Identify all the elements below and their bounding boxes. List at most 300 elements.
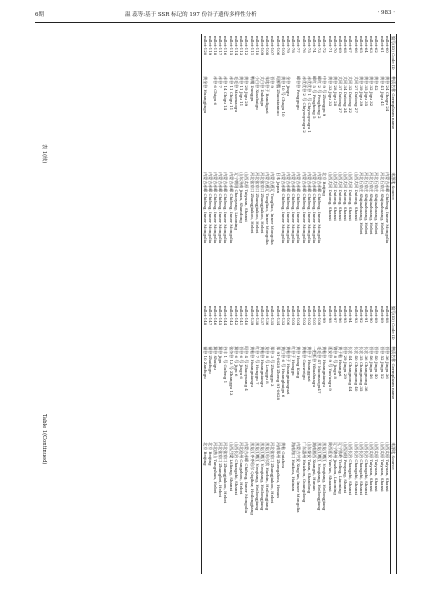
table-row xyxy=(291,34,296,304)
cell-name: 赤优优谷 1 号 Chiyouyougu 1 xyxy=(306,76,312,133)
table-row xyxy=(218,304,223,574)
cell-source: 山东泰安 Taian, Shandong xyxy=(306,442,312,494)
cell-source: 山西太原 Taiyuan, Shanxi xyxy=(374,442,380,492)
table-row xyxy=(229,304,234,574)
cell-source: 内蒙古赤峰 Chifeng, Inner Mongolia xyxy=(384,172,390,244)
cell-name: 中谷 9 号 Zhonggu 9 xyxy=(322,76,328,117)
cell-name: 黄谷子 Huangguzi xyxy=(306,346,312,382)
cell-code: mllet-106 xyxy=(285,306,291,326)
cell-source: 内蒙古赤峰 Chifeng, Inner Mongolia xyxy=(311,172,317,244)
cell-source: 黑龙江嫩江 Nenjiang, Heilongjiang xyxy=(254,442,260,511)
cell-name: 郑谷 3 号 Zhenggu 3 xyxy=(270,346,276,387)
cell-code: mllet-72 xyxy=(322,36,328,53)
cell-name: 福谷 Zhaifugu xyxy=(207,346,213,374)
table-body-left xyxy=(202,34,390,304)
cell-code: mllet-73 xyxy=(317,36,323,53)
cell-code: mllet-66 xyxy=(353,36,359,53)
table-row xyxy=(369,34,374,304)
cell-name: 峰红 5 号 Fenghong 5 xyxy=(311,76,317,119)
cell-name: 长农 36 Changnong 36 xyxy=(363,346,369,392)
cell-source: 内蒙古兴安 Xing'an, Inner Mongolia xyxy=(296,442,302,513)
cell-source: 山西汾阳 Fenyang, Shanxi xyxy=(343,442,349,494)
table-row xyxy=(374,34,379,304)
cell-source: 黑龙江嫩江 Nenjiang, Heilongjiang xyxy=(259,442,265,511)
cell-name: 冀谷 6 号 Jigu 6 xyxy=(233,346,239,377)
cell-name: 黄谷 29 Jigu 29 xyxy=(244,76,250,107)
cell-name: 长农 44 Changnong 44 xyxy=(348,346,354,392)
table-row xyxy=(307,304,312,574)
cell-code: mllet-93 xyxy=(353,306,359,323)
table-row xyxy=(281,304,286,574)
table-row xyxy=(296,304,301,574)
cell-code: mllet-106 xyxy=(275,36,281,56)
cell-code: mllet-136 xyxy=(265,306,271,326)
cell-source: 山西大同 Datong, Shanxi xyxy=(327,172,333,221)
cell-name: 晋谷 46 Jingu 46 xyxy=(369,346,375,379)
cell-source: 北京 Beijing xyxy=(202,442,208,466)
cell-name: 昭鲜糯 Zhaoxiannuo xyxy=(275,76,281,116)
cell-code: mllet-118 xyxy=(213,36,219,56)
cell-source: 内蒙古赤峰 Chifeng, Inner Mongolia xyxy=(228,172,234,244)
table-row xyxy=(229,34,234,304)
header-rule xyxy=(35,22,395,23)
cell-source: 河北石家庄 Shijiazhuang, Hebei xyxy=(363,172,369,235)
table-row xyxy=(270,304,275,574)
cell-code: mllet-109 xyxy=(259,36,265,56)
cell-name: 龙谷 8 号 Longgu 8 xyxy=(265,346,271,384)
cell-name: 晋谷 40 Jingu 40 xyxy=(374,346,380,379)
table-row xyxy=(213,34,218,304)
cell-name: 晋谷 36 Jingu 36 xyxy=(384,346,390,379)
cell-code: mllet-107 xyxy=(270,36,276,56)
table-row xyxy=(317,34,322,304)
cell-source: 河北张家口 Zhangjiakou, Hebei xyxy=(270,442,276,504)
cell-name: 大同 27 Datong 27 xyxy=(353,76,359,113)
cell-code: mllet-116 xyxy=(223,36,229,56)
cell-source: 内蒙古赤峰 Chifeng, Inner Mongolia xyxy=(280,172,286,244)
cell-code: mllet-133 xyxy=(280,306,286,326)
cell-source: 辽宁铁岭 Tieling, Liaoning xyxy=(337,442,343,494)
cell-source: 山西大同 Datong, Shanxi xyxy=(337,172,343,221)
rotated-table-page xyxy=(37,34,397,574)
cell-name: 红谷 7 号 Honggu 7 xyxy=(254,346,260,385)
cell-source: 广东惠州 Huizhou, Guangdong xyxy=(301,442,307,503)
cell-name: 晋谷 29 Jingu 29 xyxy=(343,346,349,379)
cell-source: 北京 Beijing xyxy=(207,442,213,466)
cell-source: 河北张家口 Zhangbei, Hebei xyxy=(218,442,224,498)
table-row xyxy=(307,34,312,304)
table-row xyxy=(239,304,244,574)
cell-source: 辽宁朝阳 Chaoyang, Liaoning xyxy=(233,172,239,230)
cell-code: mllet-104 xyxy=(296,306,302,326)
column-header-code: 编号(ID) Code ID xyxy=(391,306,396,340)
table-row xyxy=(353,304,358,574)
table-row xyxy=(317,304,322,574)
cell-code: mllet-102 xyxy=(306,306,312,326)
column-header-code: 编号(ID) Code ID xyxy=(391,36,396,70)
cell-code: mllet-63 xyxy=(369,36,375,53)
cell-name: 峰红 2 号 Fenghong 2 xyxy=(317,76,323,119)
table-row xyxy=(286,34,291,304)
cell-source: 黄粘 Guizhou xyxy=(280,442,286,469)
table-row xyxy=(260,304,265,574)
cell-source: 河北石家庄 Shijiazhuang, Hebei xyxy=(369,172,375,235)
cell-code: mllet-64 xyxy=(363,36,369,53)
cell-source: 内蒙古赤峰 Chifeng, Inner Mongolia xyxy=(296,172,302,244)
column-header-source: 来源地 Source xyxy=(391,442,396,470)
cell-source: 河北张家口 Zhangjiakou, Hebei xyxy=(249,172,255,234)
cell-code: mllet-111 xyxy=(249,36,255,56)
cell-name: 鸭嘴 Dunggu xyxy=(249,76,255,102)
cell-code: mllet-119 xyxy=(207,36,213,56)
cell-code: mllet-79 xyxy=(285,36,291,53)
cell-source: 内蒙古通辽 Tongliao, Inner Mongolia xyxy=(265,172,271,245)
cell-code: mllet-74 xyxy=(311,36,317,53)
cell-source: 山西长治 Changzhi, Shanxi xyxy=(233,442,239,495)
cell-name: 黄谷 41 Jigu 41 xyxy=(379,76,385,107)
cell-name: 赤谷 11 Chigu 11 xyxy=(228,76,234,111)
cell-code: mllet-60 xyxy=(384,36,390,53)
cell-code: mllet-143 xyxy=(228,306,234,326)
cell-name: 晋谷 52 Jingu 52 xyxy=(379,346,385,379)
cell-source: 黑龙江嫩江 Nenjiang, Heilongjiang xyxy=(322,442,328,511)
cell-code: mllet-140 xyxy=(244,306,250,326)
page-header xyxy=(35,10,395,20)
cell-code: mllet-146 xyxy=(213,306,219,326)
cell-code: mllet-78 xyxy=(291,36,297,53)
cell-code: mllet-120 xyxy=(202,36,208,56)
cell-source: 山西长治 Changzhi, Shanxi xyxy=(358,442,364,495)
cell-source: 河北石家庄 Shijiazhuang, Hebei xyxy=(358,172,364,235)
cell-name: 黄谷 35 Jigu 35 xyxy=(363,76,369,107)
cell-source: 海南海口 Haikou, Hainan xyxy=(291,442,297,492)
table-row xyxy=(343,304,348,574)
cell-source: 山西太原 Taiyuan, Shanxi xyxy=(384,442,390,492)
cell-code: mllet-117 xyxy=(218,36,224,56)
cell-code: mllet-89 xyxy=(374,306,380,323)
table-row xyxy=(270,34,275,304)
table-row xyxy=(322,34,327,304)
cell-code: mllet-147 xyxy=(207,306,213,326)
cell-name: 大同 32 Datong 32 xyxy=(348,76,354,113)
cell-code: mllet-134 xyxy=(275,306,281,326)
cell-name: 大白谷 Dabaigu xyxy=(259,76,265,107)
cell-code: mllet-96 xyxy=(337,306,343,323)
table-row xyxy=(208,34,213,304)
cell-name: 黄白谷 6 号 Huangbaigu 6 xyxy=(280,346,286,398)
table-row xyxy=(260,34,265,304)
table-row xyxy=(234,304,239,574)
cell-name: 冀谷 Shuigu xyxy=(213,346,219,370)
cell-source: 山西长治 Changzhi, Shanxi xyxy=(353,442,359,495)
cell-name: 黄粘谷子 Huangnianguzi xyxy=(285,346,291,395)
cell-name: 一把抓谷 Yibazhuagu xyxy=(311,346,317,388)
table-row xyxy=(218,34,223,304)
cell-source: 湖南湘西 Xiangxi, Hunan xyxy=(311,442,317,491)
cell-source: 北京 Beijing xyxy=(322,172,328,196)
table-row xyxy=(255,304,260,574)
table-row xyxy=(312,304,317,574)
cell-name: 谷丰 1 号 Gufeng 1 xyxy=(223,346,229,384)
table-row xyxy=(359,34,364,304)
cell-name: 黄谷 24 Chagu 24 xyxy=(384,76,390,112)
cell-code: mllet-88 xyxy=(384,306,390,323)
cell-source: 内蒙古赤峰 Chifeng, Inner Mongolia xyxy=(317,172,323,244)
cell-code: mllet-110 xyxy=(254,36,260,56)
table-row xyxy=(374,304,379,574)
cell-name: 小白谷 Xiaobaigu xyxy=(254,76,260,110)
cell-code: mllet-105 xyxy=(291,306,297,326)
cell-name: 冀谷 Jigu xyxy=(218,346,224,364)
cell-code: mllet-138 xyxy=(254,306,260,326)
table-right-half xyxy=(37,304,397,574)
cell-name: 赤谷 14 Chigu 14 xyxy=(223,76,229,111)
cell-code: mllet-90 xyxy=(369,306,375,323)
table-body-right xyxy=(202,304,390,574)
cell-name: 福谷 10 Zanfugu xyxy=(202,346,208,379)
cell-name: 黄粘谷 Huangniangu xyxy=(259,346,265,387)
cell-name: 晋谷 6 号 Jingu 6 xyxy=(239,346,245,379)
cell-code: mllet-61 xyxy=(379,36,385,53)
cell-name: 黄谷 Hong Kong xyxy=(296,346,302,379)
cell-code: mllet-76 xyxy=(301,36,307,53)
column-header-name: 种质名称 Germplasm name xyxy=(391,76,396,130)
cell-name: 黄子粘 Huangzi xyxy=(337,346,343,377)
running-title: 温 蕊等:基于 SSR 标记的 197 份谷子遗传多样性分析 xyxy=(125,12,257,18)
cell-code: mllet-67 xyxy=(348,36,354,53)
table-row xyxy=(213,304,218,574)
cell-name: 黄谷 11 Jigu 11 xyxy=(239,76,245,107)
cell-source: 内蒙古赤峰 Chifeng, Inner Mongolia xyxy=(218,172,224,244)
germplasm-table-right xyxy=(201,304,397,574)
table-row xyxy=(327,304,332,574)
cell-name: 毛毛谷 47 Maomaogu47 xyxy=(317,346,323,394)
table-row xyxy=(379,34,384,304)
cell-code: mllet-112 xyxy=(244,36,250,56)
table-row xyxy=(202,34,208,304)
cell-code: mllet-68 xyxy=(343,36,349,53)
cell-name: 黄粘谷 Huangniangu xyxy=(322,346,328,387)
table-caption-en: Table 1(Continued) xyxy=(41,414,47,465)
table-left-half xyxy=(37,34,397,304)
cell-name: 黄谷 32 Jigu 32 xyxy=(369,76,375,107)
cell-code: mllet-113 xyxy=(239,36,245,56)
cell-code: mllet-144 xyxy=(223,306,229,326)
table-row xyxy=(255,34,260,304)
cell-code: mllet-148 xyxy=(202,306,208,326)
cell-code: mllet-101 xyxy=(311,306,317,326)
cell-name: 黄粘谷 Gaoweigu xyxy=(301,346,307,380)
cell-name: 朱地谷子 Bandigazi xyxy=(265,76,271,114)
table-row xyxy=(249,304,254,574)
table-header-row xyxy=(390,34,396,304)
column-header-name: 种质名称 Germplasm name xyxy=(391,346,396,400)
cell-code: mllet-100 xyxy=(317,306,323,326)
cell-code: mllet-105 xyxy=(280,36,286,56)
cell-name: 金谷 Jingu xyxy=(285,76,291,97)
cell-code: mllet-95 xyxy=(343,306,349,323)
table-row xyxy=(359,304,364,574)
table-row xyxy=(286,304,291,574)
table-row xyxy=(385,304,391,574)
table-row xyxy=(281,34,286,304)
cell-name: 黄谷 39 Jigu 39 xyxy=(358,76,364,107)
cell-code: mllet-70 xyxy=(332,36,338,53)
cell-source: 河北石家庄 Shijiazhuang, Hebei xyxy=(379,172,385,235)
cell-code: mllet-77 xyxy=(296,36,302,53)
table-row xyxy=(244,304,249,574)
cell-name: 晋谷 9 xyxy=(270,76,276,88)
cell-source: 山西大同 Datong, Shanxi xyxy=(348,172,354,221)
table-row xyxy=(338,34,343,304)
cell-code: mllet-91 xyxy=(363,306,369,323)
cell-source: 河北张家口 Zhangjiakou, Hebei xyxy=(254,172,260,234)
cell-code: mllet-62 xyxy=(374,36,380,53)
cell-source: 内蒙古赤峰 Chifeng, Inner Mongolia xyxy=(223,172,229,244)
cell-code: mllet-135 xyxy=(270,306,276,326)
cell-code: mllet-65 xyxy=(358,36,364,53)
cell-name: 长农 40 Changnong 40 xyxy=(353,346,359,392)
cell-code: mllet-145 xyxy=(218,306,224,326)
cell-code: mllet-137 xyxy=(259,306,265,326)
cell-name: 黄谷 10 号 Chagu 10 xyxy=(280,76,286,117)
cell-source: 河南郑州 Zhengzhou, Henan xyxy=(275,442,281,498)
cell-source: 河北张家口 Zhangjiakou, Hebei xyxy=(259,172,265,234)
cell-code: mllet-139 xyxy=(249,306,255,326)
germplasm-table-left xyxy=(201,34,397,304)
cell-name: 峰谷谷 Fenggugu xyxy=(296,76,302,110)
cell-source: 山西太原 Taiyuan, Shanxi xyxy=(244,172,250,222)
cell-source: 山西长治 Changzhi, Shanxi xyxy=(363,442,369,495)
cell-source: 山西太原 Taiyuan, Shanxi xyxy=(379,442,385,492)
cell-code: mllet-92 xyxy=(358,306,364,323)
cell-name: 大同 37 Datong 37 xyxy=(337,76,343,113)
cell-source: 内蒙古赤峰 Chifeng, Inner Mongolia xyxy=(301,172,307,244)
cell-name: 红谷子 Honggu xyxy=(291,346,297,376)
cell-source: 黑龙江嫩江 Nenjiang, Heilongjiang xyxy=(317,442,323,511)
cell-source: 河北石家庄 Shijiazhuang, Hebei xyxy=(374,172,380,235)
table-row xyxy=(301,34,306,304)
cell-name: 郑 91-0628 Zheng 91-0628 xyxy=(275,346,281,401)
cell-source: 内蒙古赤峰 Chifeng, Inner Mongolia xyxy=(244,442,250,514)
cell-name: 毛毛谷 Maomaogu xyxy=(233,76,239,113)
table-row xyxy=(333,34,338,304)
cell-code: mllet-97 xyxy=(332,306,338,323)
cell-source: 内蒙古通辽 Tongliao, Inner Mongolia xyxy=(270,172,276,245)
table-row xyxy=(208,304,213,574)
cell-name: 锦谷 8 号 Jingu 8 xyxy=(332,346,338,379)
cell-name: 张杂谷 13 号 Zhanggu 13 xyxy=(228,346,234,396)
cell-source: 河北张家口 Zhangjiakou, Hebei xyxy=(223,442,229,504)
table-row xyxy=(223,304,228,574)
table-row xyxy=(234,34,239,304)
cell-name: 赤谷 6 Chigu 6 xyxy=(213,76,219,106)
table-row xyxy=(202,304,208,574)
table-row xyxy=(275,34,280,304)
table-row xyxy=(312,34,317,304)
cell-source: 日本 Japan xyxy=(275,172,281,194)
cell-name: 延安谷 9 号 Yan'angu 9 xyxy=(327,346,333,391)
cell-source: 内蒙古赤峰 Chifeng, Inner Mongolia xyxy=(306,172,312,244)
table-row xyxy=(265,304,270,574)
table-row xyxy=(364,304,369,574)
table-row xyxy=(239,34,244,304)
table-row xyxy=(338,304,343,574)
cell-code: mllet-75 xyxy=(306,36,312,53)
table-row xyxy=(327,34,332,304)
cell-code: mllet-94 xyxy=(348,306,354,323)
cell-name: 黄谷 33 Jigu 33 xyxy=(327,76,333,107)
cell-code: mllet-141 xyxy=(239,306,245,326)
cell-source: 黑龙江哈尔滨 Harbin, Heilongjiang xyxy=(265,442,271,511)
cell-source: 山西大同 Datong, Shanxi xyxy=(343,172,349,221)
cell-name: 昭谷 4 号 Zhaoyuang 4 xyxy=(244,346,250,391)
cell-code: mllet-103 xyxy=(301,306,307,326)
cell-name: 黄谷 42 xyxy=(374,76,380,91)
table-row xyxy=(265,34,270,304)
cell-source: 河北沧州 Cangzhou, Hebei xyxy=(239,442,245,495)
cell-code: mllet-142 xyxy=(233,306,239,326)
table-row xyxy=(296,34,301,304)
cell-code: mllet-71 xyxy=(327,36,333,53)
table-caption-cn: 表 1(续) xyxy=(41,144,47,164)
cell-source: 山西大同 Datong, Shanxi xyxy=(332,172,338,221)
cell-name: 黄谷 28 Jigu 28 xyxy=(332,76,338,107)
cell-name: 长农 35 Changnong 35 xyxy=(358,346,364,392)
table-row xyxy=(369,304,374,574)
table-row xyxy=(275,304,280,574)
table-row xyxy=(379,304,384,574)
cell-source: 内蒙古赤峰 Chifeng, Inner Mongolia xyxy=(213,172,219,244)
cell-source: 内蒙古赤峰 Chifeng, Inner Mongolia xyxy=(202,172,208,244)
cell-source: 内蒙古赤峰 Chifeng, Inner Mongolia xyxy=(207,172,213,244)
cell-source: 山西太原 Taiyuan, Shanxi xyxy=(369,442,375,492)
cell-source: 山西吕梁 Lüliang, Shanxi xyxy=(228,442,234,492)
table-row xyxy=(244,34,249,304)
table-row xyxy=(385,34,391,304)
cell-code: mllet-108 xyxy=(265,36,271,56)
cell-name: 黄金谷 Huangjingu xyxy=(202,76,208,114)
cell-name: 赤谷 7 xyxy=(218,76,224,88)
cell-source: 山西长治 Changzhi, Shanxi xyxy=(348,442,354,495)
table-row xyxy=(348,304,353,574)
cell-source: 山东济南 Jinan, Shandong xyxy=(239,172,245,223)
table-row xyxy=(333,304,338,574)
cell-source: 山西大同 Datong, Shanxi xyxy=(353,172,359,221)
cell-source: 河北唐山 Tangshan, Hebei xyxy=(213,442,219,494)
table-row xyxy=(353,34,358,304)
table-row xyxy=(343,34,348,304)
page-number: · 983 · xyxy=(377,10,395,16)
cell-code: mllet-115 xyxy=(228,36,234,56)
cell-code: mllet-98 xyxy=(327,306,333,323)
column-header-source: 来源地 Source xyxy=(391,172,396,200)
cell-source: 内蒙古赤峰 Chifeng, Inner Mongolia xyxy=(285,172,291,244)
cell-code: mllet-114 xyxy=(233,36,239,56)
cell-code: mllet-69 xyxy=(337,36,343,53)
table-row xyxy=(291,304,296,574)
table-row xyxy=(364,34,369,304)
table-row xyxy=(348,34,353,304)
cell-name: 大同 34 Datong 34 xyxy=(343,76,349,113)
table-header-row xyxy=(390,304,396,574)
cell-source: 黑龙江齐齐哈尔 Qiqihar, Heilongjiang xyxy=(249,442,255,515)
cell-source: 内蒙古赤峰 Chifeng, Inner Mongolia xyxy=(291,172,297,244)
cell-code: mllet-89 xyxy=(379,306,385,323)
cell-code: mllet-99 xyxy=(322,306,328,323)
table-row xyxy=(249,34,254,304)
cell-source: 陕西延安 Yan'an, Shaanxi xyxy=(327,442,333,492)
